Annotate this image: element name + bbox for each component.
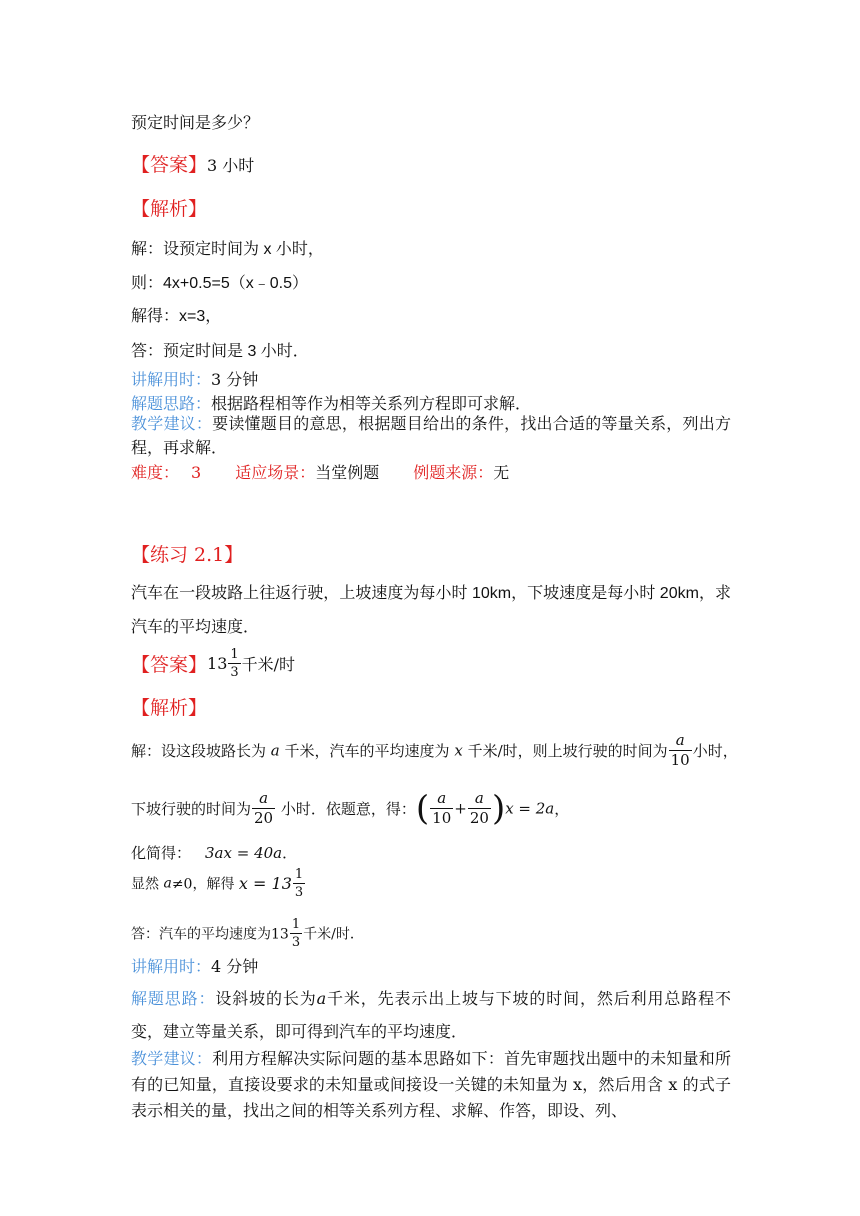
frac1-den: 10 xyxy=(670,751,690,769)
scene-label: 适应场景： xyxy=(235,463,316,482)
answer-label-2: 【答案】 xyxy=(131,654,208,676)
eq-tail: ， xyxy=(554,800,570,818)
fraction-a-10-eq xyxy=(430,791,453,826)
sol-4-den: 3 xyxy=(294,885,304,900)
sol-1a: 解：设这段坡路长为 xyxy=(131,742,267,760)
sol-5-fraction xyxy=(290,918,302,949)
answer-num: 1 xyxy=(230,647,239,662)
right-paren: ) xyxy=(491,788,506,829)
answer-value: 3 小时 xyxy=(207,156,255,175)
source-label: 例题来源： xyxy=(413,463,494,482)
answer-int: 13 xyxy=(207,654,228,673)
answer-unit: 千米/时 xyxy=(241,655,296,674)
solution-line-4: 答：预定时间是 3 小时． xyxy=(131,343,309,360)
fraction-a-20-eq xyxy=(468,791,491,826)
exercise-question: 汽车在一段坡路上往返行驶，上坡速度为每小时 10km，下坡速度是每小时 20km，求汽车的平均速度． xyxy=(131,585,731,636)
ex2-solution-line-5 xyxy=(131,918,364,949)
sol-4-fraction xyxy=(293,868,305,899)
sol-5a: 答：汽车的平均速度为13 xyxy=(131,926,289,943)
advice-label-2: 教学建议： xyxy=(131,1049,213,1068)
ex2-simplify-line xyxy=(131,842,297,863)
advice-label: 教学建议： xyxy=(131,414,213,433)
question-text-tail: 预定时间是多少？ xyxy=(131,113,260,132)
frac2-num: a xyxy=(259,789,269,807)
sol-4-num: 1 xyxy=(294,867,304,882)
frac2-den: 20 xyxy=(254,809,274,827)
sol-1d: 小时， xyxy=(692,742,738,760)
sol-1c: 千米/时，则上坡行驶的时间为 xyxy=(467,742,668,760)
difficulty-label: 难度： xyxy=(131,463,180,482)
ex2-solution-line-2 xyxy=(131,788,570,829)
ex2-solution-line-1 xyxy=(131,733,738,768)
answer-fraction xyxy=(228,648,240,679)
time-value-2: 4 分钟 xyxy=(211,957,259,976)
plus-sign: + xyxy=(454,799,467,818)
simp-eq: 3ax = 40a xyxy=(205,844,283,862)
idea-label: 解题思路： xyxy=(131,394,212,413)
time-label-2: 讲解用时： xyxy=(131,957,212,976)
idea-text-2b: 千米，先表示出上坡与下坡的时间，然后利用总路程不变，建立等量关系，即可得到汽车的平均速度． xyxy=(131,989,731,1041)
sol-2b: 小时．依题意，得： xyxy=(280,800,416,818)
simp-tail: ． xyxy=(282,844,298,862)
time-line-2 xyxy=(131,954,258,977)
exercise-title: 【练习 2.1】 xyxy=(131,544,244,566)
var-a: a xyxy=(270,741,280,760)
meta-line xyxy=(131,460,509,483)
answer-den: 3 xyxy=(230,665,239,680)
solution-line-1: 解：设预定时间为 x 小时， xyxy=(131,241,324,258)
idea-block-2 xyxy=(131,982,731,1048)
fraction-a-10 xyxy=(669,733,692,768)
analysis-label: 【解析】 xyxy=(131,198,208,220)
sol-5-den: 3 xyxy=(291,935,301,950)
answer-line xyxy=(131,150,254,177)
advice-text: 要读懂题目的意思，根据题目给出的条件，找出合适的等量关系，列出方程，再求解． xyxy=(131,414,731,457)
solution-line-3: 解得：x=3， xyxy=(131,308,222,325)
sol-4a: 显然 xyxy=(131,876,159,893)
eq-frac1-den: 10 xyxy=(432,809,452,827)
sol-2a: 下坡行驶的时间为 xyxy=(131,800,252,818)
sol-1b: 千米，汽车的平均速度为 xyxy=(284,742,450,760)
frac1-num: a xyxy=(675,731,685,749)
eq-frac2-den: 20 xyxy=(469,809,489,827)
sol-4b: ≠0，解得 xyxy=(171,876,235,893)
var-x: x xyxy=(454,741,463,760)
analysis-label-2: 【解析】 xyxy=(131,697,208,719)
time-line xyxy=(131,367,258,390)
idea-var: a xyxy=(316,989,327,1008)
advice-block-2 xyxy=(131,1046,731,1124)
idea-label-2: 解题思路： xyxy=(131,989,216,1008)
difficulty-value: 3 xyxy=(191,463,202,482)
time-label: 讲解用时： xyxy=(131,370,212,389)
sol-5b: 千米/时． xyxy=(303,926,364,943)
fraction-a-20 xyxy=(252,791,275,826)
sol-4-var: a xyxy=(163,875,172,892)
sol-5-num: 1 xyxy=(291,917,301,932)
ex2-solution-line-4 xyxy=(131,868,306,899)
advice-text-2: 利用方程解决实际问题的基本思路如下：首先审题找出题中的未知量和所有的已知量，直接设要求的未知量或间接设一关键的未知量为 x，然后用含 x 的式子表示相关的量，找出之间的相等关系列方程、求解、作答，即设、列、 xyxy=(131,1049,731,1120)
advice-block xyxy=(131,412,731,460)
idea-text-2a: 设斜坡的长为 xyxy=(215,989,317,1008)
eq-frac1-num: a xyxy=(437,789,447,807)
idea-text: 根据路程相等作为相等关系列方程即可求解． xyxy=(211,394,532,413)
idea-line xyxy=(131,391,531,414)
simp-label: 化简得： xyxy=(131,844,192,862)
time-value: 3 分钟 xyxy=(211,370,259,389)
sol-4-eq: x = 13 xyxy=(238,874,292,893)
eq-frac2-num: a xyxy=(474,789,484,807)
eq-rhs: x = 2a xyxy=(505,799,555,818)
scene-value: 当堂例题 xyxy=(315,463,380,482)
source-value: 无 xyxy=(493,463,510,482)
answer-label: 【答案】 xyxy=(131,154,208,176)
left-paren: ( xyxy=(415,788,430,829)
answer-line-2 xyxy=(131,648,295,679)
solution-line-2: 则：4x+0.5=5（x﹣0.5） xyxy=(131,275,308,292)
